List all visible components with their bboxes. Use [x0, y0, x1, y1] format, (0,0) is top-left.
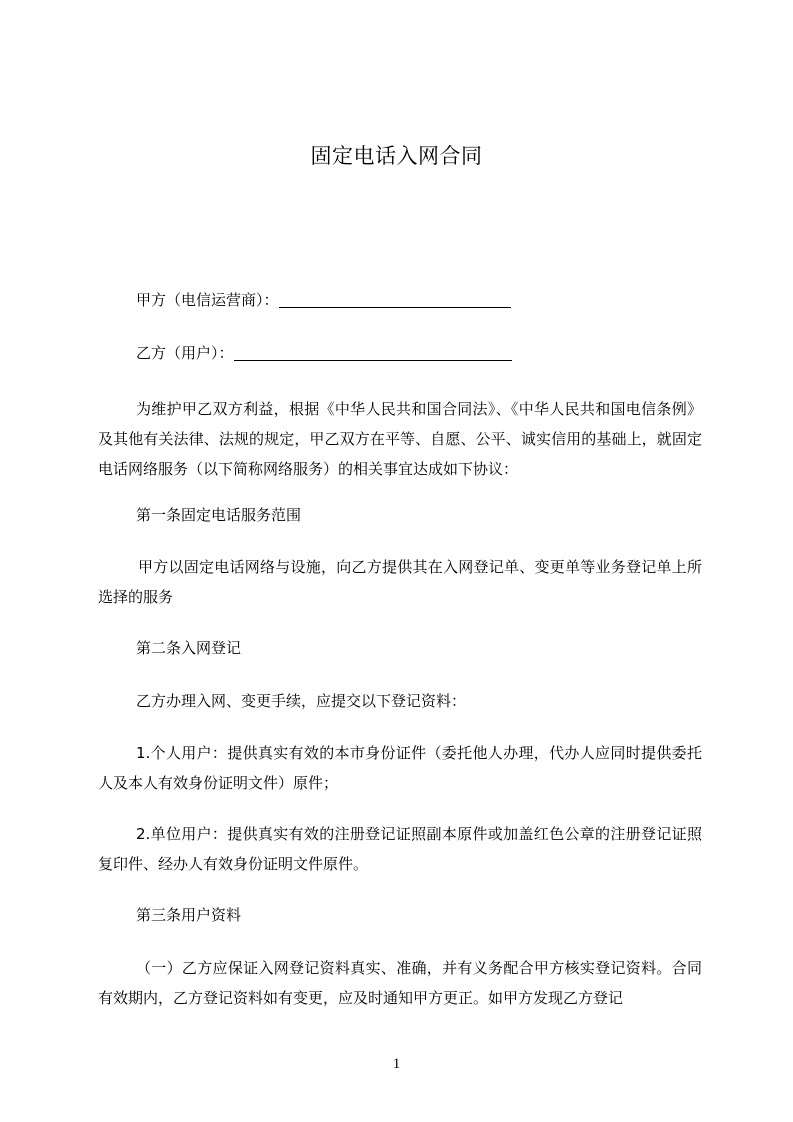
preamble-paragraph: 为维护甲乙双方利益，根据《中华人民共和国合同法》、《中华人民共和国电信条例》及其他有关法律、法规的规定，甲乙双方在平等、自愿、公平、诚实信用的基础上，就固定电话网络服务（以下简称网络服务）的相关事宜达成如下协议：: [98, 400, 702, 478]
article-2-heading: 第二条入网登记: [136, 639, 242, 657]
page-number: 1: [392, 1056, 401, 1072]
article-2-item-1: 1.个人用户：提供真实有效的本市身份证件（委托他人办理，代办人应同时提供委托人及本人有效身份证明文件）原件；: [98, 744, 702, 792]
article-2-item-2: 2.单位用户：提供真实有效的注册登记证照副本原件或加盖红色公章的注册登记证照复印件、经办人有效身份证明文件原件。: [98, 825, 702, 873]
party-a-blank: [279, 289, 511, 308]
page-title: 固定电话入网合同: [310, 144, 483, 168]
article-2-intro: 乙方办理入网、变更手续，应提交以下登记资料：: [136, 692, 467, 710]
party-a-line: [98, 285, 702, 315]
party-b-blank: [234, 342, 512, 361]
article-3-heading: 第三条用户资料: [136, 906, 242, 924]
party-a-label: 甲方（电信运营商）：: [136, 291, 279, 309]
article-1-text: 甲方以固定电话网络与设施，向乙方提供其在入网登记单、变更单等业务登记单上所选择的服务: [98, 558, 702, 606]
party-b-line: [98, 338, 702, 368]
party-b-label: 乙方（用户）：: [136, 344, 234, 362]
article-1-heading: 第一条固定电话服务范围: [136, 506, 302, 524]
article-3-item-1: （一）乙方应保证入网登记资料真实、准确，并有义务配合甲方核实登记资料。合同有效期内，乙方登记资料如有变更，应及时通知甲方更正。如甲方发现乙方登记: [98, 959, 702, 1007]
